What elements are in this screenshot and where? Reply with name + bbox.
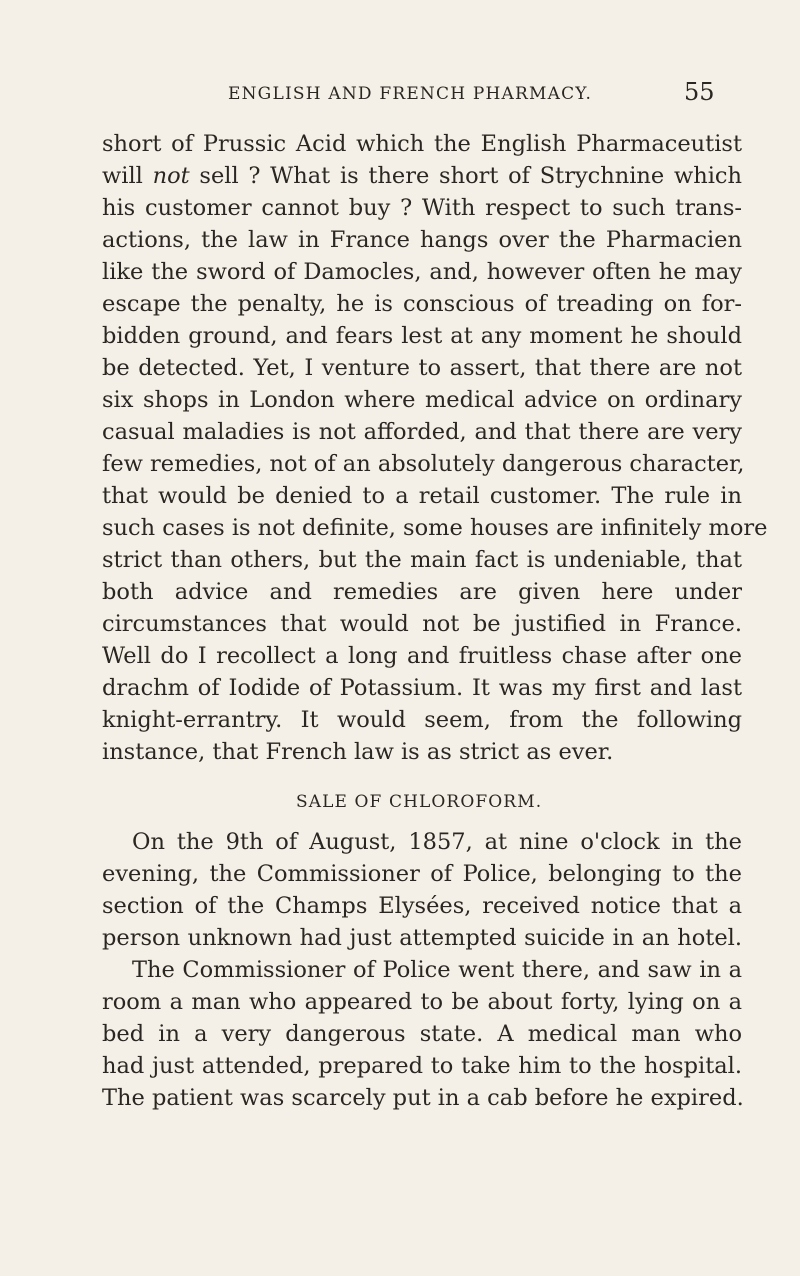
text-line: room a man who appeared to be about forty, lying on a (102, 989, 742, 1015)
running-title: ENGLISH AND FRENCH PHARMACY. (228, 84, 593, 104)
text-line: both advice and remedies are given here under (102, 579, 742, 605)
text-line: Well do I recollect a long and fruitless chase after one (102, 643, 742, 669)
text-line: drachm of Iodide of Potassium. It was my first and last (102, 675, 742, 701)
text-fragment: will (102, 163, 153, 189)
text-line: casual maladies is not afforded, and that there are very (102, 419, 742, 445)
text-line: On the 9th of August, 1857, at nine o'clock in the (132, 829, 742, 855)
page-number: 55 (684, 78, 715, 106)
text-line: knight-errantry. It would seem, from the following (102, 707, 742, 733)
section-heading: SALE OF CHLOROFORM. (296, 792, 543, 812)
text-line: actions, the law in France hangs over the Pharmacien (102, 227, 742, 253)
text-line: bidden ground, and fears lest at any moment he should (102, 323, 742, 349)
text-line: section of the Champs Elysées, received notice that a (102, 893, 742, 919)
emphasis-text: not (152, 163, 190, 189)
text-line: few remedies, not of an absolutely dangerous character, (102, 451, 745, 477)
text-line: bed in a very dangerous state. A medical man who (102, 1021, 742, 1047)
text-fragment: sell ? What is there short of Strychnine which (189, 163, 742, 189)
text-line: had just attended, prepared to take him to the hospital. (102, 1053, 742, 1079)
text-line: evening, the Commissioner of Police, belonging to the (102, 861, 742, 887)
text-line: person unknown had just attempted suicide in an hotel. (102, 925, 742, 951)
text-line: circumstances that would not be justified in France. (102, 611, 742, 637)
text-line: The patient was scarcely put in a cab before he expired. (102, 1085, 744, 1111)
text-line: six shops in London where medical advice on ordinary (102, 387, 742, 413)
text-line: like the sword of Damocles, and, however often he may (102, 259, 742, 285)
text-line: The Commissioner of Police went there, and saw in a (132, 957, 742, 983)
text-line: instance, that French law is as strict as ever. (102, 739, 614, 765)
text-line: be detected. Yet, I venture to assert, that there are not (102, 355, 742, 381)
text-line: short of Prussic Acid which the English Pharmaceutist (102, 131, 742, 157)
text-line: that would be denied to a retail customer. The rule in (102, 483, 742, 509)
text-line (102, 160, 742, 192)
text-line: such cases is not definite, some houses are infinitely more (102, 515, 768, 541)
text-line: escape the penalty, he is conscious of treading on for- (102, 291, 742, 317)
text-line: strict than others, but the main fact is undeniable, that (102, 547, 742, 573)
text-line: his customer cannot buy ? With respect to such trans- (102, 195, 742, 221)
